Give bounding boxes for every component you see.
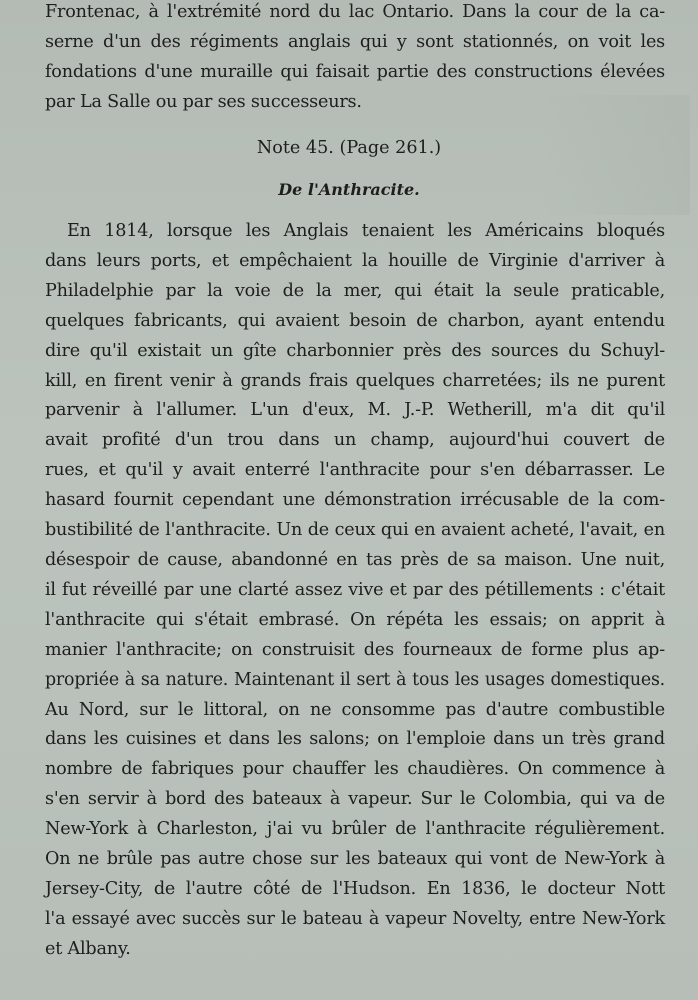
intro-line: par La Salle ou par ses successeurs.: [45, 91, 362, 112]
body-line: s'en servir à bord des bateaux à vapeur. Sur le Colombia, qui va de: [45, 789, 665, 810]
intro-line: Frontenac, à l'extrémité nord du lac Ontario. Dans la cour de la ca-: [45, 2, 665, 22]
intro-line: serne d'un des régiments anglais qui y sont stationnés, on voit les: [45, 31, 665, 52]
body-line: bustibilité de l'anthracite. Un de ceux qui en avaient acheté, l'avait, en: [45, 520, 665, 541]
body-line: dans leurs ports, et empêchaient la houille de Virginie d'arriver à: [45, 250, 665, 271]
body-line: kill, en firent venir à grands frais quelques charretées; ils ne purent: [45, 370, 665, 391]
body-line: avait profité d'un trou dans un champ, aujourd'hui couvert de: [45, 430, 665, 451]
body-line: l'anthracite qui s'était embrasé. On répéta les essais; on apprit à: [45, 609, 665, 630]
body-line: Au Nord, sur le littoral, on ne consomme pas d'autre combustible: [45, 699, 665, 720]
body-line: il fut réveillé par une clarté assez vive et par des pétillements : c'était: [45, 579, 665, 600]
body-line: New-York à Charleston, j'ai vu brûler de l'anthracite régulièrement.: [45, 819, 665, 840]
body-line: hasard fournit cependant une démonstration irrécusable de la com-: [45, 490, 665, 511]
body-line: On ne brûle pas autre chose sur les bateaux qui vont de New-York à: [45, 849, 665, 870]
body-line: et Albany.: [45, 938, 131, 959]
body-line: rues, et qu'il y avait enterré l'anthracite pour s'en débarrasser. Le: [45, 460, 665, 481]
body-line: propriée à sa nature. Maintenant il sert à tous les usages domestiques.: [45, 669, 665, 690]
body-line: Jersey-City, de l'autre côté de l'Hudson. En 1836, le docteur Nott: [45, 878, 665, 899]
body-line: En 1814, lorsque les Anglais tenaient les Américains bloqués: [67, 221, 665, 241]
intro-paragraph: [45, 0, 665, 118]
body-line: parvenir à l'allumer. L'un d'eux, M. J.-P. Wetherill, m'a dit qu'il: [45, 400, 665, 421]
body-line: quelques fabricants, qui avaient besoin de charbon, ayant entendu: [45, 310, 665, 331]
intro-line: fondations d'une muraille qui faisait partie des constructions élevées: [45, 61, 665, 82]
body-line: l'a essayé avec succès sur le bateau à vapeur Novelty, entre New-York: [45, 908, 665, 929]
body-line: dans les cuisines et dans les salons; on l'emploie dans un très grand: [45, 729, 665, 750]
body-line: nombre de fabriques pour chauffer les chaudières. On commence à: [45, 759, 665, 780]
note-heading: Note 45. (Page 261.): [256, 138, 442, 158]
anthracite-paragraph: [45, 217, 665, 965]
body-line: manier l'anthracite; on construisit des fourneaux de forme plus ap-: [45, 639, 665, 660]
body-line: Philadelphie par la voie de la mer, qui était la seule praticable,: [45, 280, 665, 301]
body-line: désespoir de cause, abandonné en tas près de sa maison. Une nuit,: [45, 549, 665, 570]
body-line: dire qu'il existait un gîte charbonnier près des sources du Schuyl-: [45, 340, 665, 361]
note-subheading: De l'Anthracite.: [278, 180, 420, 199]
